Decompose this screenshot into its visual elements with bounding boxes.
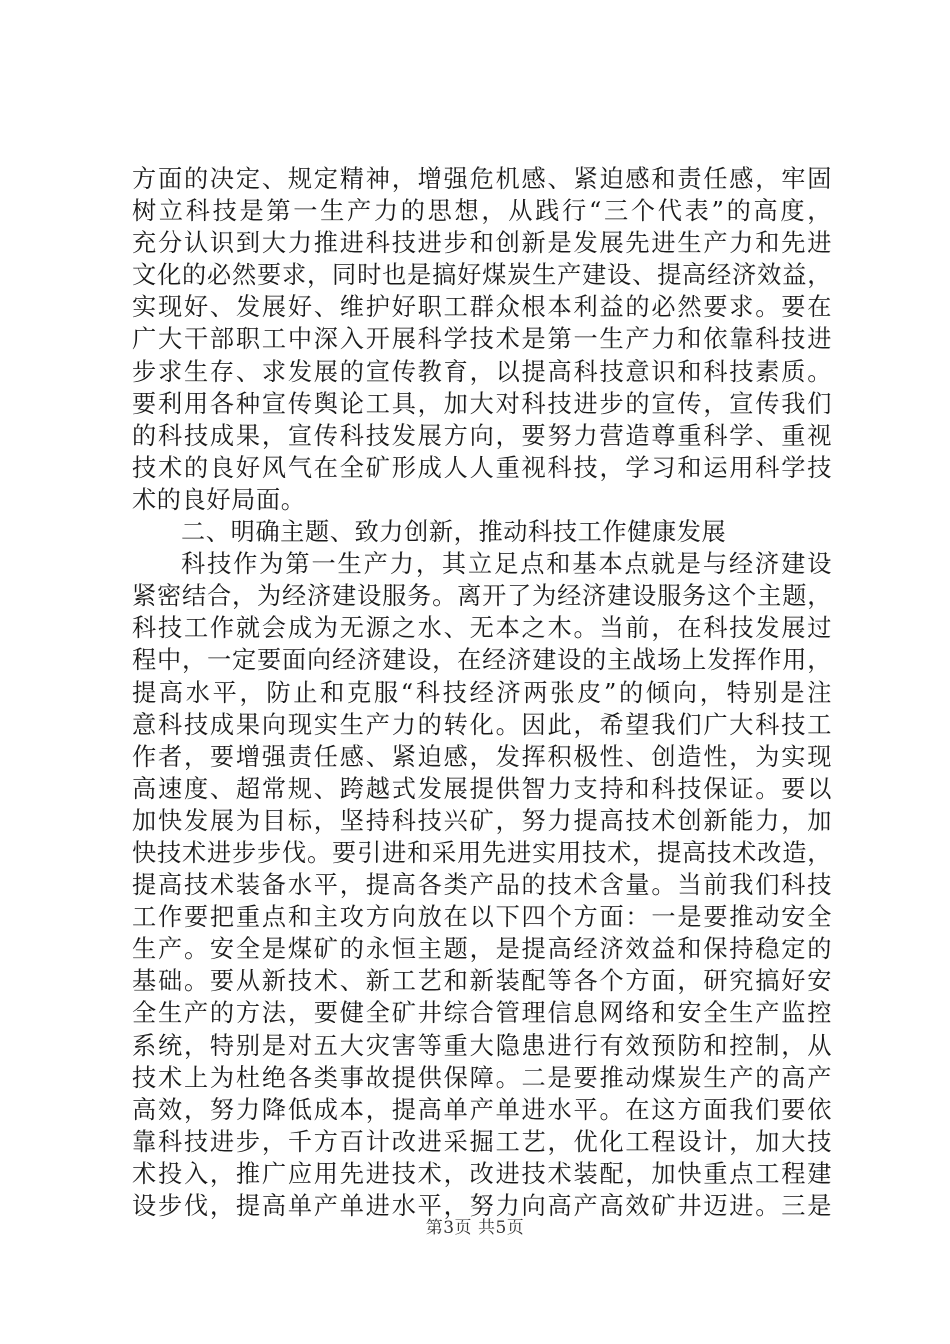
text-line: 广大干部职工中深入开展科学技术是第一生产力和依靠科技进 xyxy=(132,325,832,354)
text-line: 术的良好局面。 xyxy=(132,485,306,514)
text-line: 生产。安全是煤矿的永恒主题，是提高经济效益和保持稳定的 xyxy=(132,935,832,964)
text-line: 科技工作就会成为无源之水、无本之木。当前，在科技发展过 xyxy=(132,614,832,643)
text-line: 要利用各种宣传舆论工具，加大对科技进步的宣传，宣传我们 xyxy=(132,389,832,418)
text-line: 高效，努力降低成本，提高单产单进水平。在这方面我们要依 xyxy=(132,1095,832,1124)
text-line: 高速度、超常规、跨越式发展提供智力支持和科技保证。要以 xyxy=(132,774,832,803)
text-line: 快技术进步步伐。要引进和采用先进实用技术，提高技术改造， xyxy=(132,838,832,867)
body-text xyxy=(132,163,832,1222)
text-line: 紧密结合，为经济建设服务。离开了为经济建设服务这个主题， xyxy=(132,582,832,611)
text-line: 设步伐，提高单产单进水平，努力向高产高效矿井迈进。三是 xyxy=(132,1192,832,1220)
text-line: 科技作为第一生产力，其立足点和基本点就是与经济建设 xyxy=(181,550,832,579)
text-line: 步求生存、求发展的宣传教育，以提高科技意识和科技素质。 xyxy=(132,357,832,386)
text-line: 的科技成果，宣传科技发展方向，要努力营造尊重科学、重视 xyxy=(132,421,832,450)
page-footer: 第3页 共5页 xyxy=(425,1218,525,1238)
text-line: 靠科技进步，千方百计改进采掘工艺，优化工程设计，加大技 xyxy=(132,1127,832,1156)
text-line: 全生产的方法，要健全矿井综合管理信息网络和安全生产监控 xyxy=(132,999,832,1028)
text-line: 作者，要增强责任感、紧迫感，发挥积极性、创造性，为实现 xyxy=(132,742,832,771)
text-line: 意科技成果向现实生产力的转化。因此，希望我们广大科技工 xyxy=(132,710,832,739)
text-line: 系统，特别是对五大灾害等重大隐患进行有效预防和控制，从 xyxy=(132,1031,832,1060)
text-line: 提高水平，防止和克服“科技经济两张皮”的倾向，特别是注 xyxy=(132,678,832,707)
section-heading: 二、明确主题、致力创新，推动科技工作健康发展 xyxy=(181,518,727,547)
text-line: 技术的良好风气在全矿形成人人重视科技，学习和运用科学技 xyxy=(132,453,832,482)
text-line: 提高技术装备水平，提高各类产品的技术含量。当前我们科技 xyxy=(132,871,832,900)
text-line: 工作要把重点和主攻方向放在以下四个方面：一是要推动安全 xyxy=(132,903,832,932)
text-line: 加快发展为目标，坚持科技兴矿，努力提高技术创新能力，加 xyxy=(132,806,832,835)
text-line: 术投入，推广应用先进技术，改进技术装配，加快重点工程建 xyxy=(132,1159,832,1188)
text-line: 树立科技是第一生产力的思想，从践行“三个代表”的高度， xyxy=(132,197,832,226)
text-line: 实现好、发展好、维护好职工群众根本利益的必然要求。要在 xyxy=(132,293,832,322)
text-line: 充分认识到大力推进科技进步和创新是发展先进生产力和先进 xyxy=(132,229,832,258)
text-line: 方面的决定、规定精神，增强危机感、紧迫感和责任感，牢固 xyxy=(132,165,832,193)
text-line: 程中，一定要面向经济建设，在经济建设的主战场上发挥作用， xyxy=(132,646,832,675)
text-line: 技术上为杜绝各类事故提供保障。二是要推动煤炭生产的高产 xyxy=(132,1063,832,1092)
text-line: 文化的必然要求，同时也是搞好煤炭生产建设、提高经济效益， xyxy=(132,261,832,290)
text-line: 基础。要从新技术、新工艺和新装配等各个方面，研究搞好安 xyxy=(132,967,832,996)
